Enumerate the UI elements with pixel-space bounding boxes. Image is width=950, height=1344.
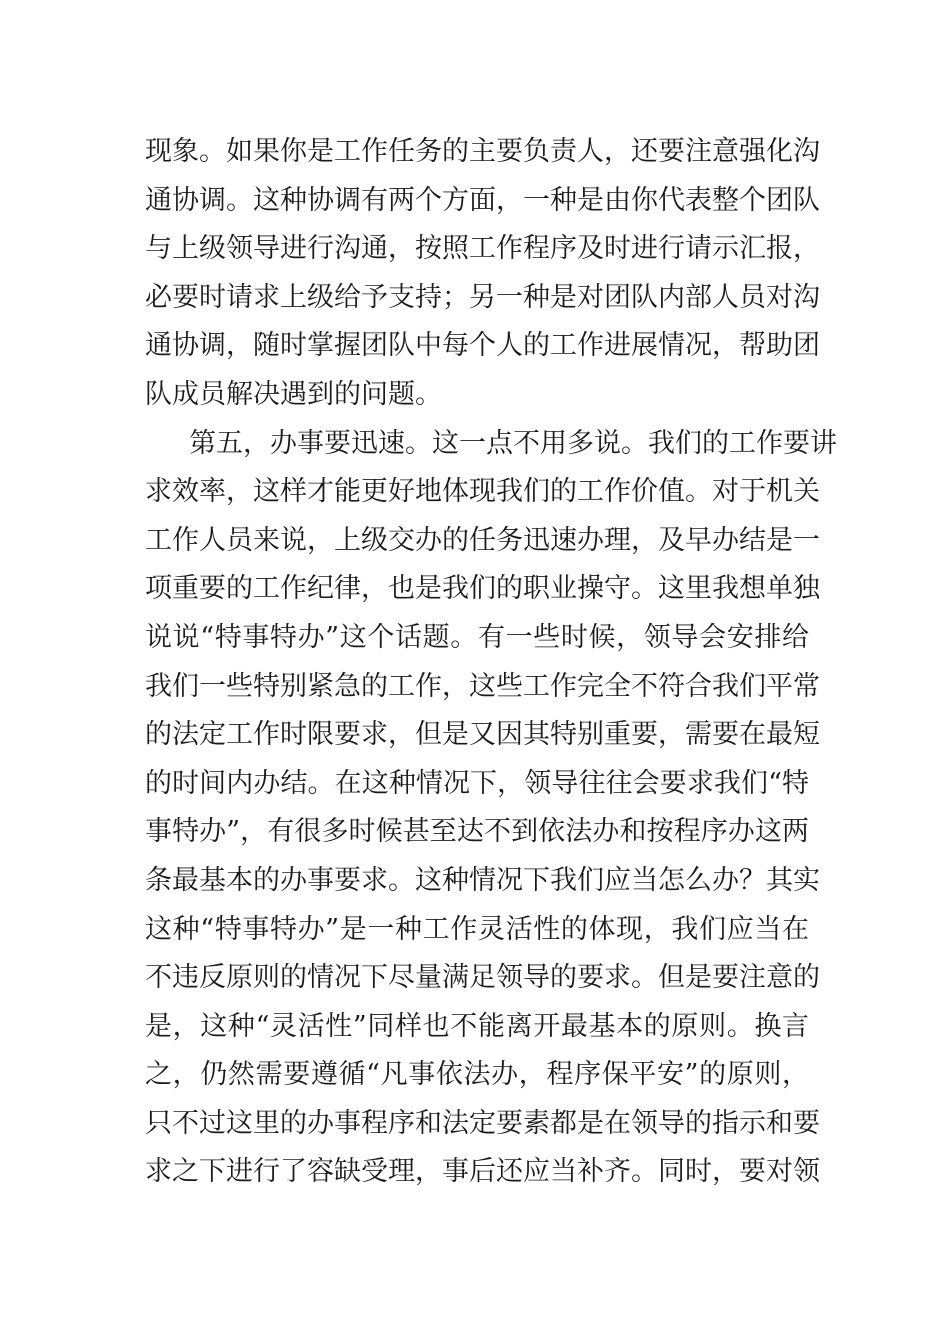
text-line: 的法定工作时限要求，但是又因其特别重要，需要在最短 (145, 719, 820, 751)
text-line: 是，这种“灵活性”同样也不能离开最基本的原则。换言 (145, 1010, 809, 1042)
text-line: 队成员解决遇到的问题。 (145, 378, 442, 410)
text-line: 说说“特事特办”这个话题。有一些时候，领导会安排给 (145, 621, 809, 653)
text-line: 通协调，随时掌握团队中每个人的工作进展情况，帮助团 (145, 330, 820, 362)
paragraph-1 (145, 128, 820, 420)
text-line: 项重要的工作纪律，也是我们的职业操守。这里我想单独 (145, 573, 820, 605)
text-line: 与上级领导进行沟通，按照工作程序及时进行请示汇报， (145, 233, 820, 265)
text-line: 必要时请求上级给予支持；另一种是对团队内部人员对沟 (145, 281, 820, 313)
text-line: 现象。如果你是工作任务的主要负责人，还要注意强化沟 (145, 136, 820, 167)
text-line: 通协调。这种协调有两个方面，一种是由你代表整个团队 (145, 184, 820, 216)
text-line: 不违反原则的情况下尽量满足领导的要求。但是要注意的 (145, 962, 820, 994)
document-body (145, 128, 837, 1197)
text-line: 求效率，这样才能更好地体现我们的工作价值。对于机关 (145, 476, 820, 508)
text-line: 之，仍然需要遵循“凡事依法办，程序保平安”的原则， (145, 1059, 809, 1091)
text-line: 事特办”，有很多时候甚至达不到依法办和按程序办这两 (145, 816, 809, 848)
text-line: 的时间内办结。在这种情况下，领导往往会要求我们“特 (145, 767, 809, 799)
text-line: 我们一些特别紧急的工作，这些工作完全不符合我们平常 (145, 670, 820, 702)
text-line: 条最基本的办事要求。这种情况下我们应当怎么办？其实 (145, 864, 820, 896)
text-line: 工作人员来说，上级交办的任务迅速办理，及早办结是一 (145, 524, 820, 556)
text-line: 第五，办事要迅速。这一点不用多说。我们的工作要讲 (189, 427, 837, 459)
paragraph-2 (145, 420, 837, 1198)
text-line: 求之下进行了容缺受理，事后还应当补齐。同时，要对领 (145, 1156, 820, 1188)
text-line: 这种“特事特办”是一种工作灵活性的体现，我们应当在 (145, 913, 809, 945)
text-line: 只不过这里的办事程序和法定要素都是在领导的指示和要 (145, 1107, 820, 1139)
